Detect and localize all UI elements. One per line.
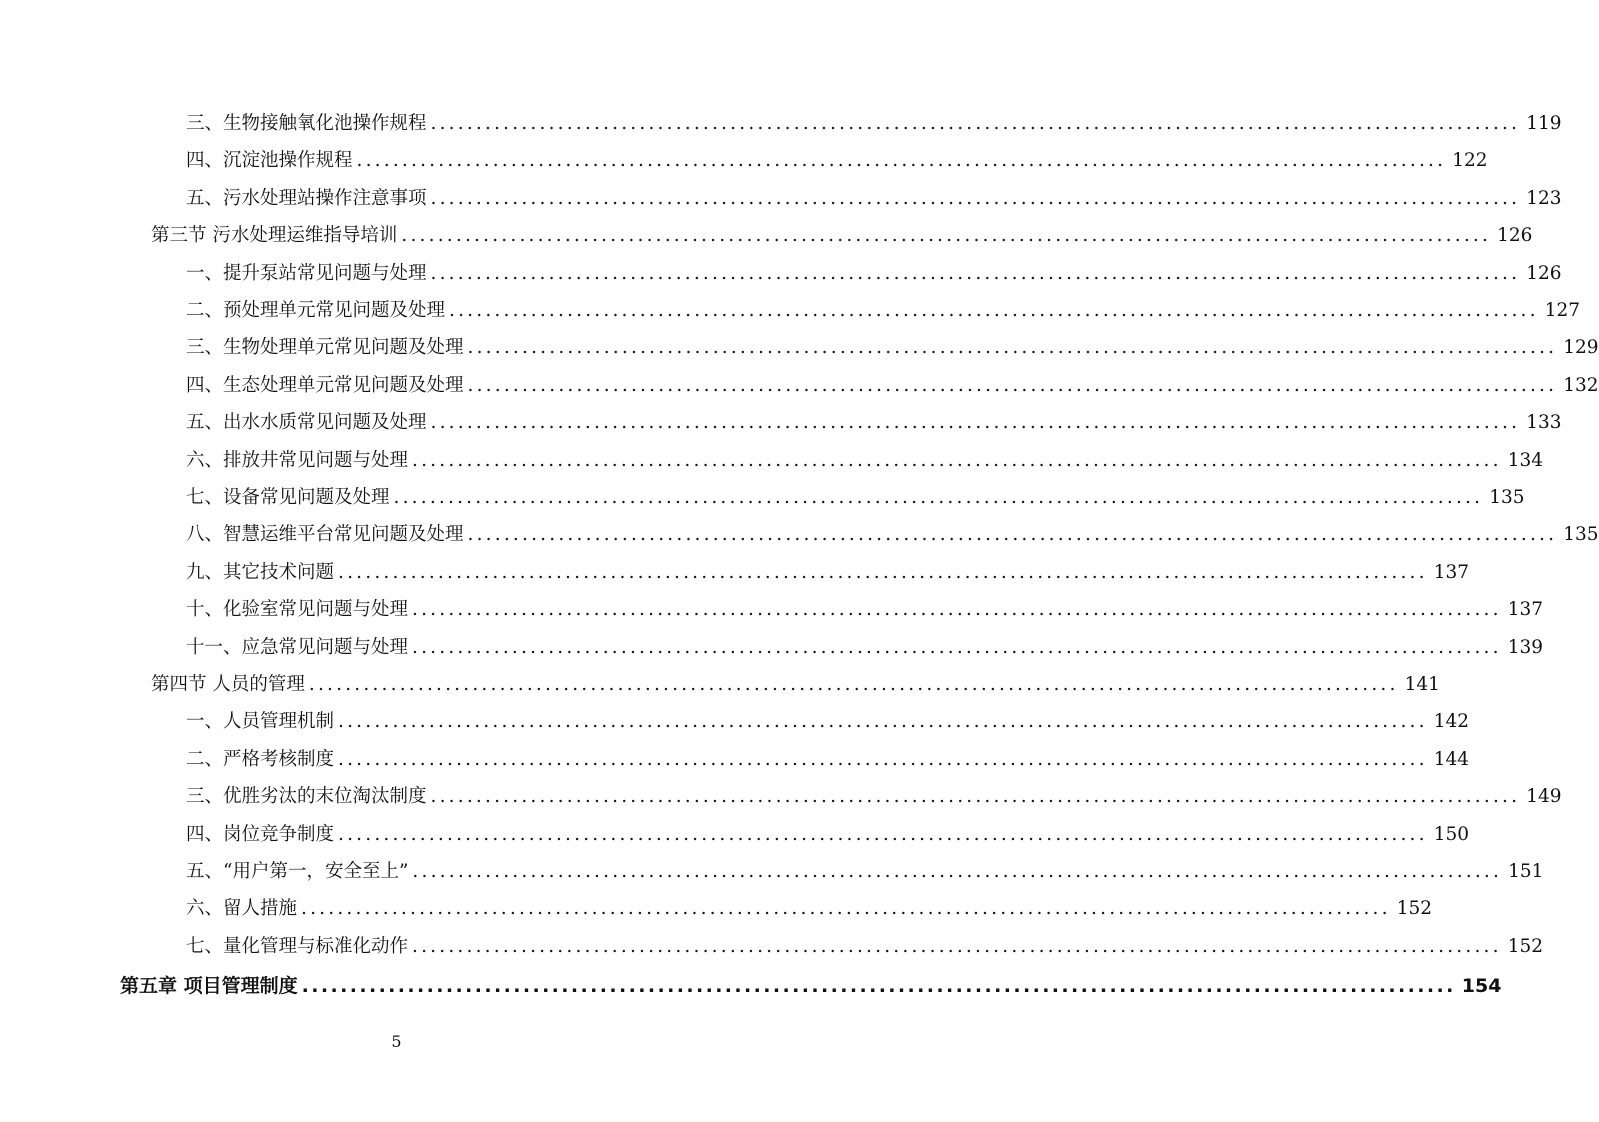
toc-dot-leader: ........................................................................................................................ — [308, 674, 1399, 695]
toc-entry-page: 119 — [1526, 113, 1562, 134]
toc-entry-page: 144 — [1433, 748, 1470, 770]
toc-dot-leader: ........................................................................................................................ — [430, 187, 1521, 209]
toc-entry-item[interactable] — [186, 517, 1599, 547]
toc-dot-leader: ........................................................................................................................ — [356, 150, 1447, 172]
toc-dot-leader: ........................................................................................................................ — [467, 337, 1558, 359]
toc-entry-title: 二、严格考核制度 — [186, 748, 335, 770]
toc-dot-leader: ........................................................................................................................ — [301, 898, 1391, 920]
toc-entry-page: 150 — [1433, 823, 1470, 845]
toc-entry-item[interactable] — [186, 779, 1562, 809]
toc-entry-title: 一、人员管理机制 — [186, 711, 335, 733]
toc-dot-leader: ........................................................................................................................ — [338, 748, 1428, 770]
toc-dot-leader: ........................................................................................................................ — [467, 374, 1558, 396]
toc-dot-leader: ........................................................................................................................ — [393, 487, 1484, 508]
toc-entry-item[interactable] — [186, 555, 1470, 585]
toc-entry-page: 133 — [1526, 412, 1562, 434]
toc-entry-item[interactable] — [186, 630, 1544, 660]
toc-entry-item[interactable] — [186, 181, 1562, 211]
toc-dot-leader: ........................................................................................................................ — [412, 935, 1502, 957]
toc-entry-item[interactable] — [186, 929, 1544, 959]
toc-entry-page: 137 — [1507, 599, 1544, 621]
toc-dot-leader: ........................................................................................................................ — [412, 861, 1503, 882]
toc-entry-page: 154 — [1461, 975, 1502, 998]
toc-entry-title: 三、生物处理单元常见问题及处理 — [186, 337, 464, 359]
toc-entry-title: 第五章 项目管理制度 — [120, 975, 298, 998]
toc-entry-section[interactable] — [151, 218, 1533, 248]
toc-entry-title: 五、出水水质常见问题及处理 — [186, 412, 427, 434]
toc-entry-title: 五、“用户第一，安全至上” — [186, 861, 409, 882]
toc-entry-page: 141 — [1404, 674, 1440, 695]
toc-entry-page: 123 — [1526, 187, 1562, 209]
toc-entry-title: 四、沉淀池操作规程 — [186, 150, 353, 172]
toc-entry-page: 149 — [1526, 786, 1562, 808]
toc-entry-page: 129 — [1563, 337, 1599, 359]
toc-entry-title: 六、排放井常见问题与处理 — [186, 449, 409, 471]
toc-entry-page: 122 — [1452, 150, 1488, 172]
toc-entry-page: 151 — [1508, 861, 1544, 882]
toc-entry-title: 五、污水处理站操作注意事项 — [186, 187, 427, 209]
toc-dot-leader: ........................................................................................................................ — [430, 262, 1521, 284]
toc-entry-item[interactable] — [186, 742, 1470, 772]
toc-entry-item[interactable] — [186, 480, 1525, 510]
toc-dot-leader: ........................................................................................................................ — [430, 412, 1521, 434]
toc-dot-leader: ........................................................................................................................ — [467, 524, 1558, 546]
toc-entry-item[interactable] — [186, 256, 1562, 286]
toc-dot-leader: ........................................................................................................................ — [338, 823, 1428, 845]
toc-entry-item[interactable] — [186, 704, 1470, 734]
toc-entry-title: 三、优胜劣汰的末位淘汰制度 — [186, 786, 427, 808]
toc-entry-page: 126 — [1497, 225, 1533, 247]
toc-entry-page: 126 — [1526, 262, 1562, 284]
toc-entry-page: 127 — [1544, 300, 1581, 321]
toc-entry-title: 八、智慧运维平台常见问题及处理 — [186, 524, 464, 546]
toc-entry-item[interactable] — [186, 106, 1562, 136]
toc-dot-leader: ........................................................................................................................ — [412, 636, 1502, 658]
toc-entry-title: 十、化验室常见问题与处理 — [186, 599, 409, 621]
toc-entry-title: 九、其它技术问题 — [186, 561, 335, 583]
toc-dot-leader: ........................................................................................................................ — [430, 113, 1521, 134]
toc-entry-title: 一、提升泵站常见问题与处理 — [186, 262, 427, 284]
toc-entry-page: 142 — [1433, 711, 1470, 733]
toc-entry-page: 139 — [1507, 636, 1544, 658]
toc-dot-leader: ........................................................................................................................ — [412, 599, 1502, 621]
toc-dot-leader: ........................................................................................................................ — [449, 300, 1539, 321]
toc-entry-item[interactable] — [186, 143, 1488, 173]
toc-entry-title: 六、留人措施 — [186, 898, 298, 920]
toc-entry-page: 135 — [1489, 487, 1525, 508]
toc-dot-leader: ........................................................................................................................ — [338, 711, 1428, 733]
toc-entry-item[interactable] — [186, 368, 1599, 398]
toc-entry-title: 四、岗位竞争制度 — [186, 823, 335, 845]
toc-entry-chapter[interactable] — [120, 968, 1502, 998]
toc-dot-leader: ........................................................................................................................ — [430, 786, 1521, 808]
toc-dot-leader: ........................................................................................................................ — [301, 975, 1456, 998]
toc-entry-title: 第四节 人员的管理 — [151, 674, 305, 695]
toc-entry-page: 152 — [1396, 898, 1433, 920]
page-number: 5 — [391, 1032, 402, 1051]
toc-dot-leader: ........................................................................................................................ — [338, 561, 1428, 583]
toc-entry-title: 七、设备常见问题及处理 — [186, 487, 390, 508]
toc-dot-leader: ........................................................................................................................ — [401, 225, 1492, 247]
toc-entry-item[interactable] — [186, 405, 1562, 435]
toc-entry-page: 152 — [1507, 935, 1544, 957]
toc-dot-leader: ........................................................................................................................ — [412, 449, 1502, 471]
toc-entry-item[interactable] — [186, 443, 1544, 473]
toc-entry-page: 134 — [1507, 449, 1544, 471]
toc-entry-item[interactable] — [186, 330, 1599, 360]
toc-entry-title: 第三节 污水处理运维指导培训 — [151, 225, 398, 247]
toc-entry-title: 十一、应急常见问题与处理 — [186, 636, 409, 658]
toc-entry-title: 二、预处理单元常见问题及处理 — [186, 300, 446, 321]
toc-entry-section[interactable] — [151, 667, 1440, 697]
toc-entry-title: 三、生物接触氧化池操作规程 — [186, 113, 427, 134]
toc-entry-item[interactable] — [186, 293, 1581, 323]
toc-entry-page: 132 — [1563, 374, 1599, 396]
toc-entry-page: 137 — [1433, 561, 1470, 583]
toc-entry-item[interactable] — [186, 854, 1544, 884]
toc-entry-title: 四、生态处理单元常见问题及处理 — [186, 374, 464, 396]
toc-entry-item[interactable] — [186, 891, 1433, 921]
toc-entry-item[interactable] — [186, 592, 1544, 622]
toc-entry-title: 七、量化管理与标准化动作 — [186, 935, 409, 957]
toc-entry-page: 135 — [1563, 524, 1599, 546]
toc-entry-item[interactable] — [186, 817, 1470, 847]
